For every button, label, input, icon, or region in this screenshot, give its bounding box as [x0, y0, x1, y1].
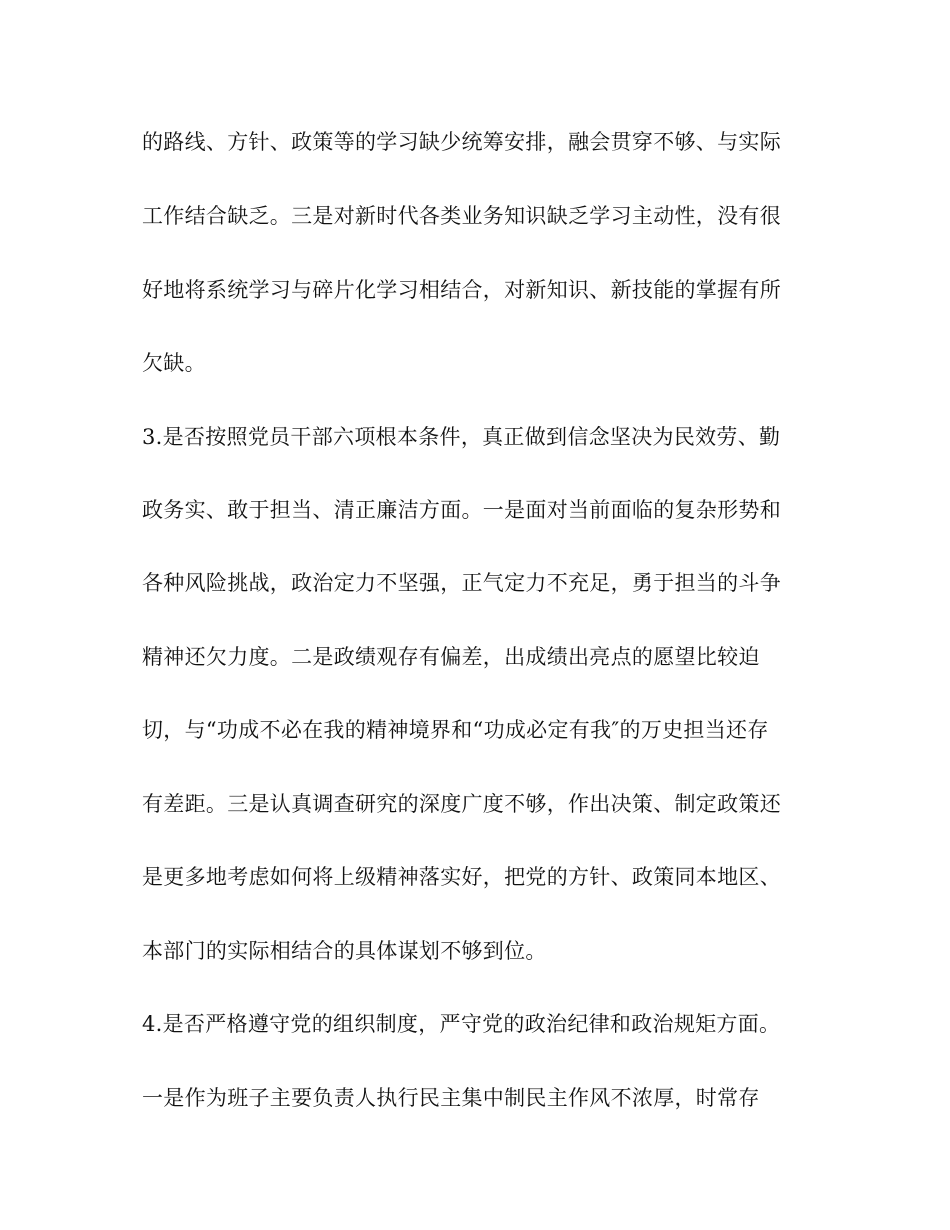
text-line: 工作结合缺乏。三是对新时代各类业务知识缺乏学习主动性，没有很 [142, 204, 781, 228]
text-line: 切，与“功成不必在我的精神境界和“功成必定有我″的万史担当还存 [142, 718, 769, 742]
text-line: 本部门的实际相结合的具体谋划不够到位。 [142, 939, 547, 963]
text-line: 4.是否严格遵守党的组织制度，严守党的政治纪律和政治规矩方面。 [142, 1012, 781, 1036]
text-line: 3.是否按照党员干部六项根本条件，真正做到信念坚决为民效劳、勤 [142, 425, 781, 449]
text-line: 有差距。三是认真调查研究的深度广度不够，作出决策、制定政策还 [142, 792, 781, 816]
text-line: 是更多地考虑如何将上级精神落实好，把党的方针、政策同本地区、 [142, 865, 781, 889]
text-line: 欠缺。 [142, 351, 206, 375]
text-line: 各种风险挑战，政治定力不坚强，正气定力不充足，勇于担当的斗争 [142, 571, 781, 595]
text-line: 好地将系统学习与碎片化学习相结合，对新知识、新技能的掌握有所 [142, 278, 781, 302]
text-line: 政务实、敢于担当、清正廉洁方面。一是面对当前面临的复杂形势和 [142, 498, 781, 522]
text-line: 的路线、方针、政策等的学习缺少统筹安排，融会贯穿不够、与实际 [142, 130, 781, 154]
text-line: 一是作为班子主要负责人执行民主集中制民主作风不浓厚，时常存 [142, 1086, 760, 1110]
text-line: 精神还欠力度。二是政绩观存有偏差，出成绩出亮点的愿望比较迫 [142, 645, 760, 669]
